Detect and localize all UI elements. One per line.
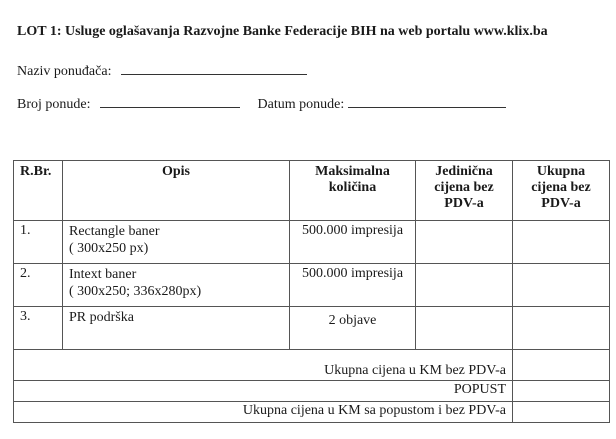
row-description [63, 264, 290, 307]
row-description-line1: PR podrška [69, 310, 134, 325]
table-row [14, 221, 610, 264]
summary-discount-value-cell[interactable] [513, 381, 610, 402]
offer-date-label: Datum ponude: [257, 97, 345, 112]
header-kolicina: Maksimalna količina [290, 161, 416, 221]
summary-total-discount-label: Ukupna cijena u KM sa popustom i bez PDV-a [14, 402, 513, 423]
row-number: 2. [14, 264, 63, 307]
row-description-line1: Intext baner [69, 267, 137, 282]
row-quantity: 500.000 impresija [290, 221, 416, 264]
row-total-price-cell[interactable] [513, 307, 610, 350]
row-description-line2: ( 300x250 px) [69, 241, 149, 256]
document-title: LOT 1: Usluge oglašavanja Razvojne Banke Federacije BIH na web portalu www.klix.ba [17, 24, 548, 39]
row-number: 1. [14, 221, 63, 264]
offer-meta-row [17, 95, 506, 113]
row-quantity: 500.000 impresija [290, 264, 416, 307]
summary-total-discount-value-cell[interactable] [513, 402, 610, 423]
bidder-name-label: Naziv ponuđača: [17, 64, 112, 79]
offer-date-blank[interactable] [348, 95, 506, 108]
bidder-name-row [17, 62, 307, 80]
summary-row-discount [14, 381, 610, 402]
row-description [63, 307, 290, 350]
row-unit-price-cell[interactable] [416, 307, 513, 350]
row-total-price-cell[interactable] [513, 221, 610, 264]
summary-total-label: Ukupna cijena u KM bez PDV-a [14, 350, 513, 381]
row-unit-price-cell[interactable] [416, 264, 513, 307]
header-ukupna: Ukupna cijena bez PDV-a [513, 161, 610, 221]
header-opis: Opis [63, 161, 290, 221]
header-rbr: R.Br. [14, 161, 63, 221]
row-description-line1: Rectangle baner [69, 224, 160, 239]
bidder-name-blank[interactable] [121, 62, 307, 75]
header-jedinicna: Jedinična cijena bez PDV-a [416, 161, 513, 221]
row-description [63, 221, 290, 264]
row-number: 3. [14, 307, 63, 350]
row-unit-price-cell[interactable] [416, 221, 513, 264]
summary-row-total [14, 350, 610, 381]
row-description-line2: ( 300x250; 336x280px) [69, 284, 202, 299]
offer-number-blank[interactable] [100, 95, 240, 108]
summary-row-total-discount [14, 402, 610, 423]
summary-discount-label: POPUST [14, 381, 513, 402]
table-row [14, 264, 610, 307]
row-total-price-cell[interactable] [513, 264, 610, 307]
summary-total-value-cell[interactable] [513, 350, 610, 381]
row-quantity: 2 objave [290, 307, 416, 350]
offer-number-label: Broj ponude: [17, 97, 91, 112]
table-row [14, 307, 610, 350]
offer-table [13, 160, 610, 423]
table-header-row [14, 161, 610, 221]
